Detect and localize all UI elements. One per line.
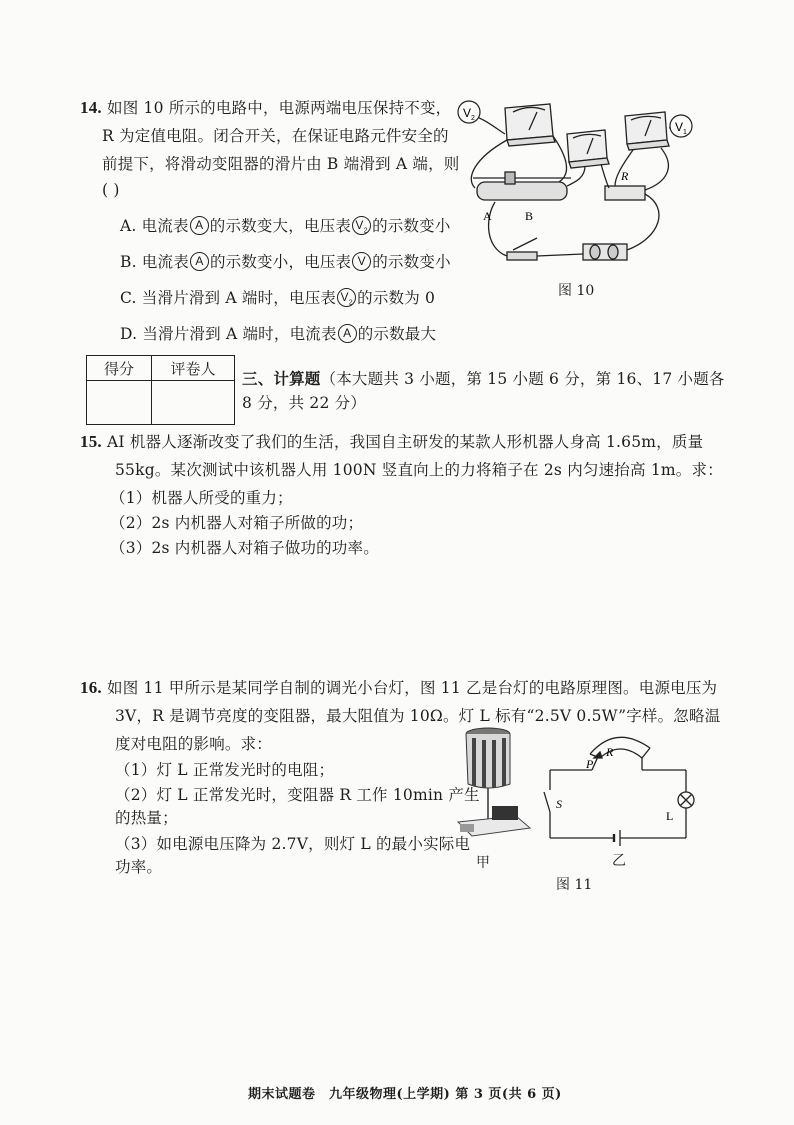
- q16-part-2: （2）灯 L 正常发光时，变阻器 R 工作 10min 产生: [115, 786, 480, 804]
- q16-part-3-cont: 功率。: [115, 858, 163, 876]
- fig10-v2-label: V: [463, 106, 472, 120]
- fig10-a-label: A: [483, 209, 492, 223]
- q14-number: 14.: [80, 98, 102, 117]
- figure-10-apparatus: [455, 98, 700, 278]
- fig10-v2-sub: 2: [471, 115, 475, 122]
- q14-option-d: [120, 324, 436, 345]
- option-a-pre: A. 电流表: [120, 217, 189, 235]
- voltmeter-v2-symbol: $V_2$: [337, 288, 356, 307]
- q16-part-3: （3）如电源电压降为 2.7V，则灯 L 的最小实际电: [115, 835, 471, 853]
- ammeter-symbol: A: [190, 252, 209, 271]
- q16-text-1: 如图 11 甲所示是某同学自制的调光小台灯，图 11 乙是台灯的电路原理图。电源电压为: [107, 679, 718, 697]
- option-d-post: 的示数最大: [357, 325, 437, 343]
- q15-line-2: 55kg。某次测试中该机器人用 100N 竖直向上的力将箱子在 2s 内匀速抬高 1m。求：: [115, 461, 723, 479]
- page-footer: 期末试题卷 九年级物理(上学期) 第 3 页(共 6 页): [248, 1087, 562, 1102]
- figure-10-caption: 图 10: [558, 283, 595, 299]
- fig11-s-label: S: [556, 797, 562, 811]
- grader-cell: [152, 381, 235, 425]
- q16-part-2-cont: 的热量；: [115, 809, 178, 827]
- score-cell: [87, 381, 152, 425]
- q15-text-1: AI 机器人逐渐改变了我们的生活，我国自主研发的某款人形机器人身高 1.65m，质量: [107, 433, 704, 451]
- q14-line-4: ( ): [102, 181, 120, 199]
- q14-line-1: [80, 98, 451, 118]
- option-b-mid: 的示数变小，电压表: [209, 253, 352, 271]
- section3-desc-1: （本大题共 3 小题，第 15 小题 6 分，第 16、17 小题各: [320, 370, 725, 388]
- q14-option-a: [120, 216, 451, 237]
- q14-option-b: [120, 252, 451, 273]
- q14-text-1: 如图 10 所示的电路中，电源两端电压保持不变，: [107, 99, 452, 117]
- option-c-post: 的示数为 0: [357, 289, 436, 307]
- q15-part-1: （1）机器人所受的重力；: [110, 489, 293, 507]
- figure-11-caption: 图 11: [556, 877, 593, 893]
- figure-11-circuit-diagram: [540, 728, 700, 852]
- q14-option-c: [120, 288, 435, 309]
- fig11-p-label: P: [586, 757, 594, 771]
- score-header: 得分: [87, 356, 152, 381]
- option-b-pre: B. 电流表: [120, 253, 189, 271]
- q15-part-2: （2）2s 内机器人对箱子所做的功；: [110, 514, 364, 532]
- option-a-post: 的示数变小: [372, 217, 451, 235]
- q15-line-1: [80, 432, 703, 452]
- score-table: [86, 355, 235, 425]
- option-a-mid: 的示数变大，电压表: [209, 217, 352, 235]
- option-c-pre: C. 当滑片滑到 A 端时，电压表: [120, 289, 337, 307]
- voltmeter-v2-symbol: $V_2$: [352, 216, 371, 235]
- q14-line-2: R 为定值电阻。闭合开关，在保证电路元件安全的: [102, 127, 449, 145]
- fig10-v1-sub: 1: [683, 129, 687, 136]
- q16-number: 16.: [80, 678, 102, 697]
- fig10-b-label: B: [525, 209, 534, 223]
- ammeter-symbol: A: [190, 216, 209, 235]
- fig11-yi-label: 乙: [612, 853, 626, 869]
- q14-line-3: 前提下，将滑动变阻器的滑片由 B 端滑到 A 端，则: [102, 155, 460, 173]
- section3-title: 三、计算题: [242, 369, 321, 388]
- fig11-jia-label: 甲: [476, 855, 490, 871]
- ammeter-symbol: A: [338, 324, 357, 343]
- section3-desc-2: 8 分，共 22 分）: [242, 394, 367, 412]
- q16-part-1: （1）灯 L 正常发光时的电阻；: [115, 761, 335, 779]
- q16-line-1: [80, 678, 717, 698]
- q16-line-2: 3V，R 是调节亮度的变阻器，最大阻值为 10Ω。灯 L 标有“2.5V 0.5W”字样。忽略温: [115, 707, 721, 725]
- fig11-r-label: R: [606, 745, 614, 759]
- q15-number: 15.: [80, 432, 102, 451]
- q15-part-3: （3）2s 内机器人对箱子做功的功率。: [110, 539, 379, 557]
- fig10-r-label: R: [621, 169, 629, 183]
- fig10-v1-label: V: [675, 120, 684, 134]
- q16-line-3: 度对电阻的影响。求：: [115, 735, 273, 753]
- option-b-post: 的示数变小: [372, 253, 451, 271]
- fig11-l-label: L: [666, 809, 674, 823]
- voltmeter-v-symbol: V: [352, 252, 371, 271]
- option-d-pre: D. 当滑片滑到 A 端时，电流表: [120, 325, 337, 343]
- figure-11-lamp-photo: [452, 724, 536, 852]
- section3-header: [242, 369, 725, 389]
- grader-header: 评卷人: [152, 356, 235, 381]
